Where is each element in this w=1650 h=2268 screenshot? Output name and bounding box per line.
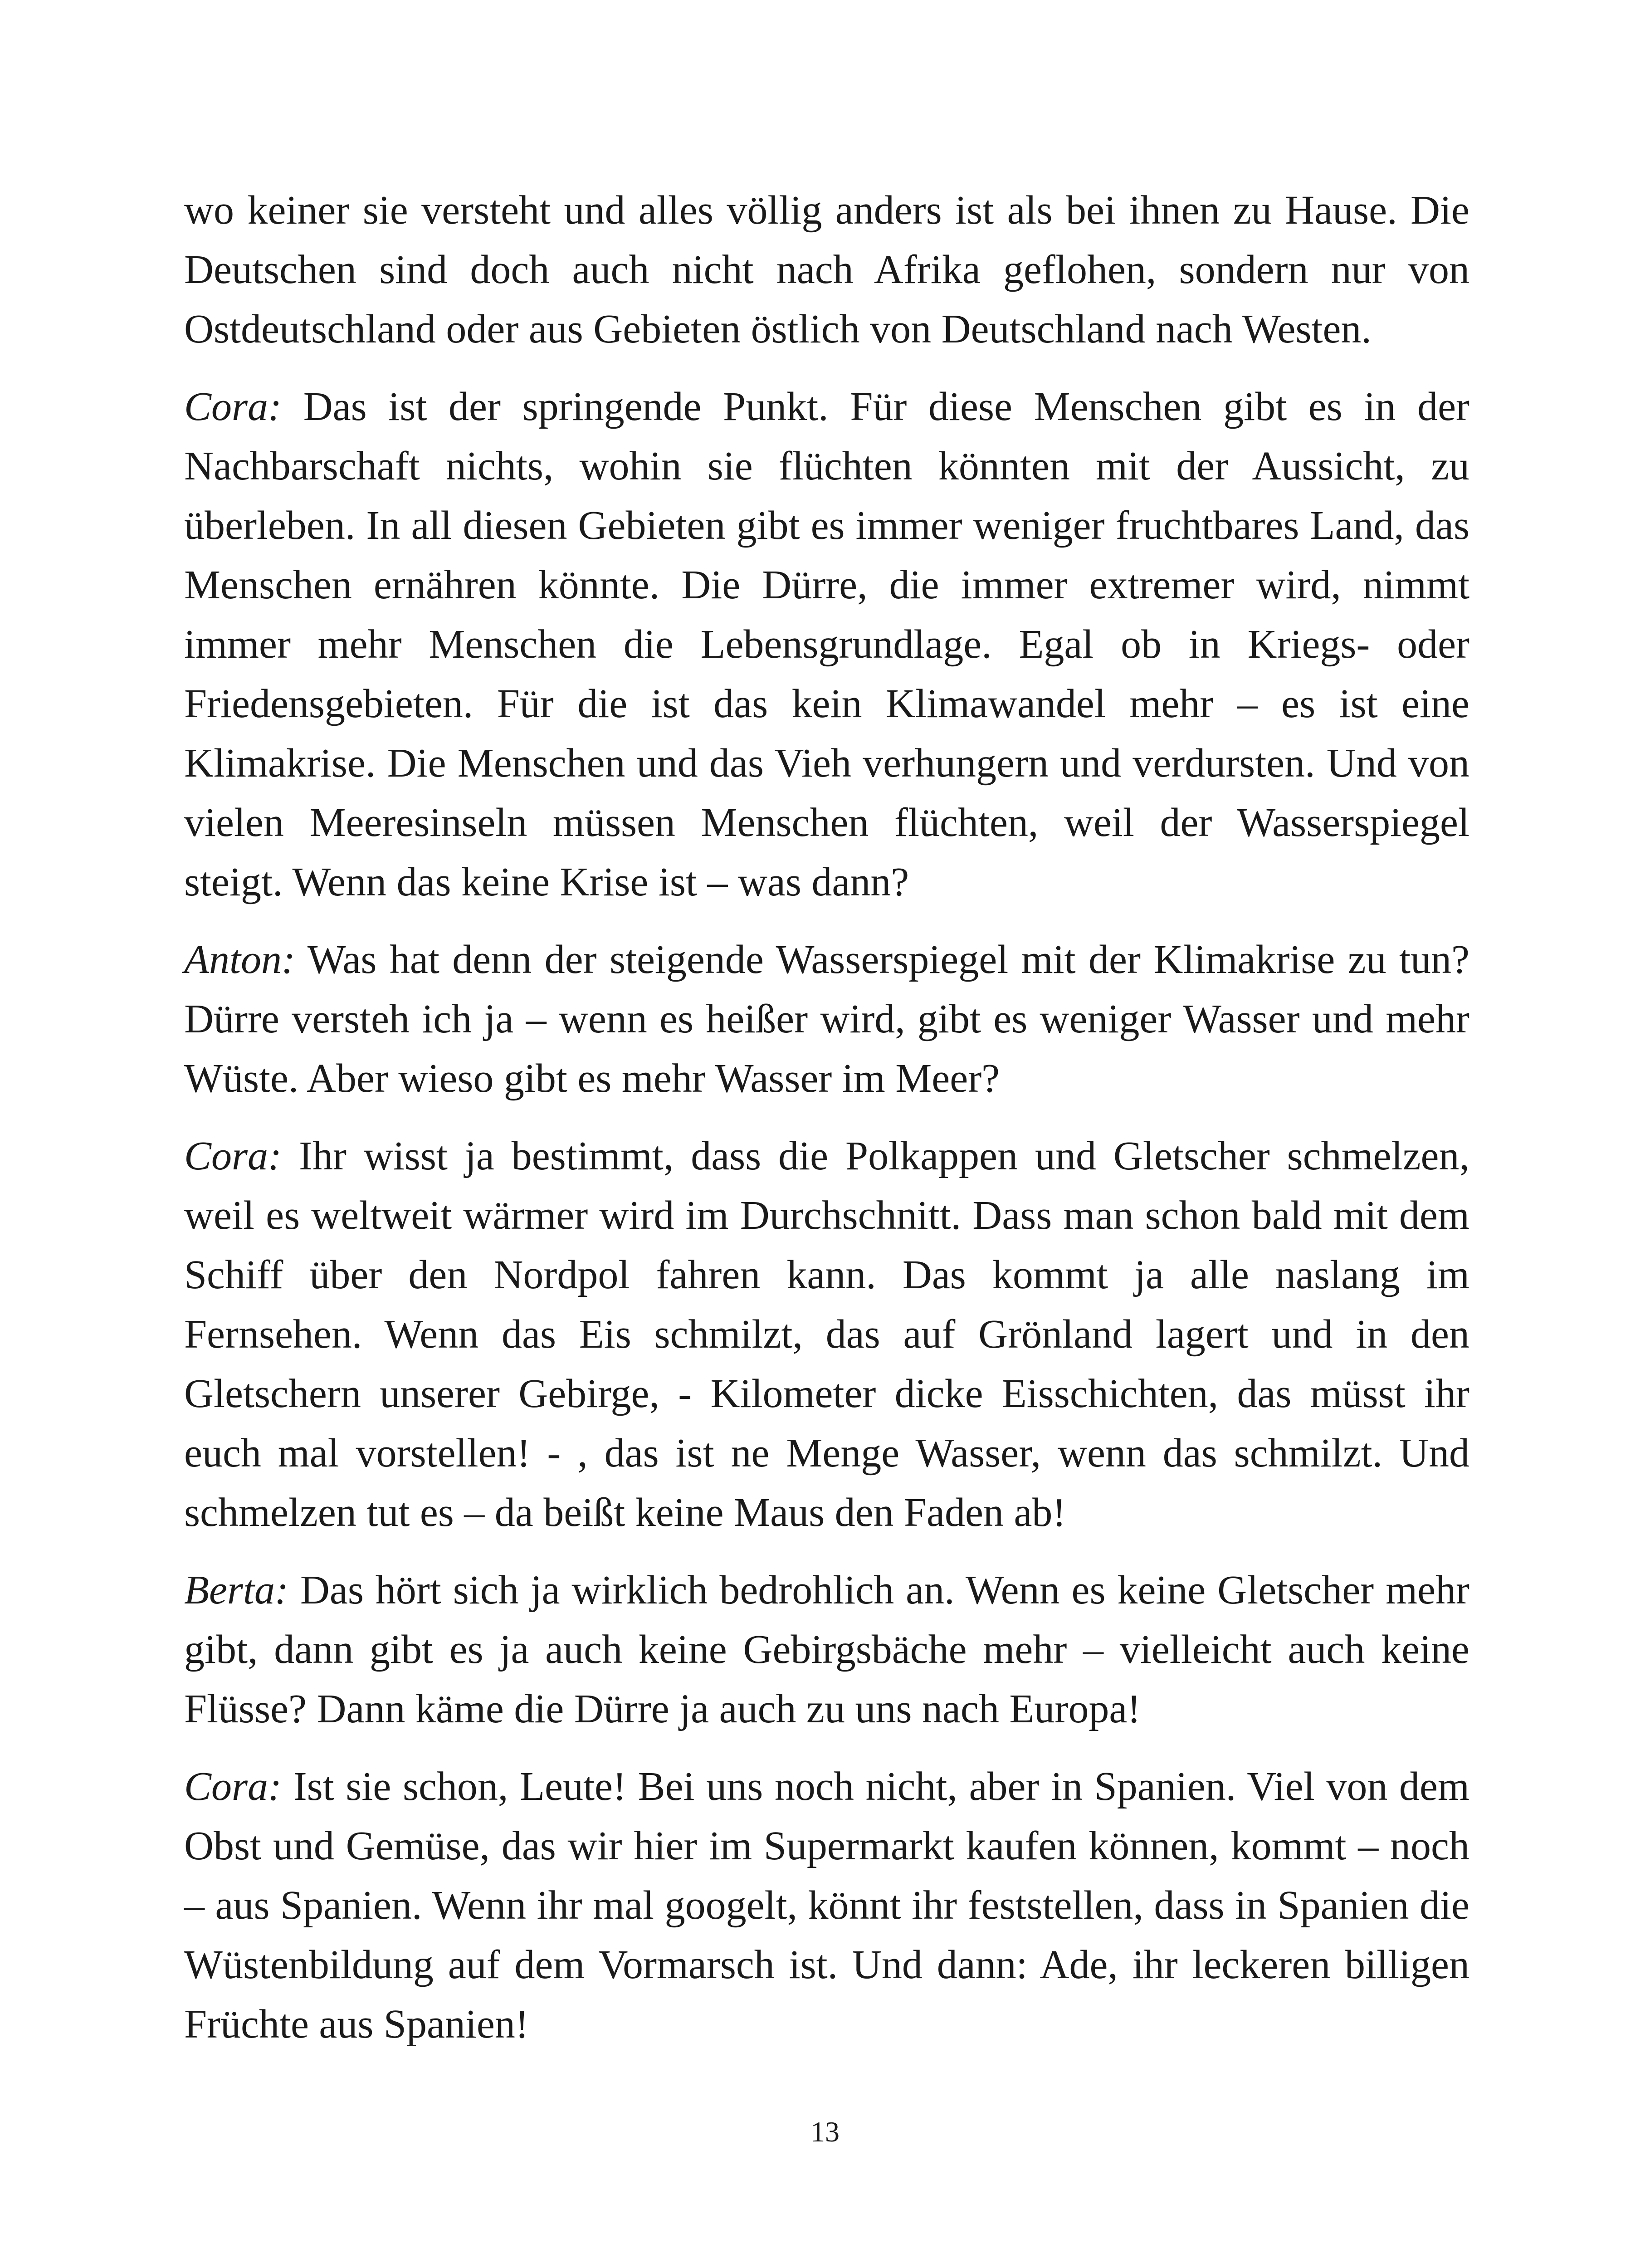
paragraph-text: Das hört sich ja wirklich bedrohlich an. Wenn es keine Gletscher mehr gibt, dann gibt es ja auch keine Gebirgsbäche mehr – vielleicht auch keine Flüsse? Dann käme die Dürre ja auch zu uns nach Europa! <box>184 1568 1470 1731</box>
paragraph-text: Ihr wisst ja bestimmt, dass die Polkappen und Gletscher schmelzen, weil es weltweit wärmer wird im Durchschnitt. Dass man schon bald mit dem Schiff über den Nordpol fahren kann. Das kommt ja alle naslang im Fernsehen. Wenn das Eis schmilzt, das auf Grönland lagert und in den Gletschern unserer Gebirge, - Kilometer dicke Eisschichten, das müsst ihr euch mal vorstellen! - , das ist ne Menge Wasser, wenn das schmilzt. Und schmelzen tut es – da beißt keine Maus den Faden ab! <box>184 1134 1470 1535</box>
page-number: 13 <box>810 2116 840 2148</box>
body-text <box>184 181 1469 2072</box>
speaker-label: Cora: <box>184 384 282 429</box>
paragraph-2 <box>184 377 1469 912</box>
paragraph-4 <box>184 1126 1469 1542</box>
paragraph-5 <box>184 1560 1469 1739</box>
paragraph-text: Das ist der springende Punkt. Für diese Menschen gibt es in der Nachbarschaft nichts, wohin sie flüchten könnten mit der Aussicht, zu überleben. In all diesen Gebieten gibt es immer weniger fruchtbares Land, das Menschen ernähren könnte. Die Dürre, die immer extremer wird, nimmt immer mehr Menschen die Lebensgrundlage. Egal ob in Kriegs- oder Friedensgebieten. Für die ist das kein Klimawandel mehr – es ist eine Klimakrise. Die Menschen und das Vieh verhungern und verdursten. Und von vielen Meeresinseln müssen Menschen flüchten, weil der Wasserspiegel steigt. Wenn das keine Krise ist – was dann? <box>184 384 1469 904</box>
speaker-label: Berta: <box>184 1568 288 1613</box>
speaker-label: Cora: <box>184 1134 282 1178</box>
paragraph-text: Was hat denn der steigende Wasserspiegel mit der Klimakrise zu tun? Dürre versteh ich ja – wenn es heißer wird, gibt es weniger Wasser und mehr Wüste. Aber wieso gibt es mehr Wasser im Meer? <box>184 937 1469 1101</box>
paragraph-6 <box>184 1757 1469 2054</box>
paragraph-text: Ist sie schon, Leute! Bei uns noch nicht, aber in Spanien. Viel von dem Obst und Gemüse, das wir hier im Supermarkt kaufen können, kommt – noch – aus Spanien. Wenn ihr mal googelt, könnt ihr feststellen, dass in Spanien die Wüstenbildung auf dem Vormarsch ist. Und dann: Ade, ihr leckeren billigen Früchte aus Spanien! <box>184 1764 1470 2047</box>
paragraph-text: wo keiner sie versteht und alles völlig anders ist als bei ihnen zu Hause. Die Deutschen sind doch auch nicht nach Afrika geflohen, sondern nur von Ostdeutschland oder aus Gebieten östlich von Deutschland nach Westen. <box>184 188 1469 352</box>
speaker-label: Cora: <box>184 1764 282 1809</box>
speaker-label: Anton: <box>184 937 295 982</box>
paragraph-1 <box>184 181 1469 359</box>
paragraph-3 <box>184 930 1469 1108</box>
